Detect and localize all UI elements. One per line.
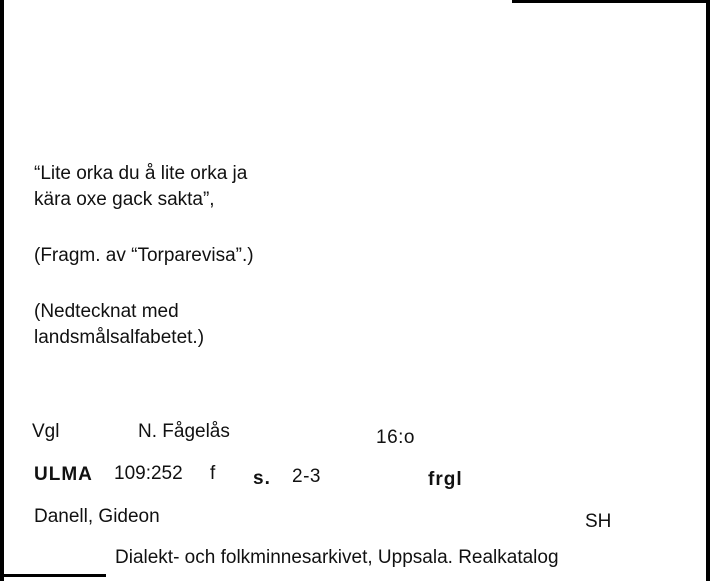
page-label: s. (253, 468, 271, 489)
code: 16:o (376, 427, 415, 448)
scan-edge-right (706, 0, 710, 581)
archive-number: 109:252 (114, 463, 183, 484)
parish: N. Fågelås (138, 421, 230, 442)
initials: SH (585, 511, 612, 532)
folio-marker: f (210, 463, 216, 484)
archive-footer: Dialekt- och folkminnesarkivet, Uppsala. Realkatalog (115, 547, 559, 568)
scan-edge-left (0, 0, 4, 581)
song-line-2: kära oxe gack sakta”, (34, 189, 215, 210)
archive-label: ULMA (34, 464, 93, 485)
record-note-line-1: (Nedtecknat med (34, 301, 179, 322)
scan-edge-bottom (0, 574, 106, 577)
collector-name: Danell, Gideon (34, 506, 160, 527)
province: Vgl (32, 421, 60, 442)
category-code: frgl (428, 469, 463, 490)
record-note-line-2: landsmålsalfabetet.) (34, 327, 205, 348)
song-line-1: “Lite orka du å lite orka ja (34, 163, 248, 184)
fragment-note: (Fragm. av “Torparevisa”.) (34, 245, 254, 266)
scan-edge-top (512, 0, 710, 3)
page-range: 2-3 (292, 466, 321, 487)
